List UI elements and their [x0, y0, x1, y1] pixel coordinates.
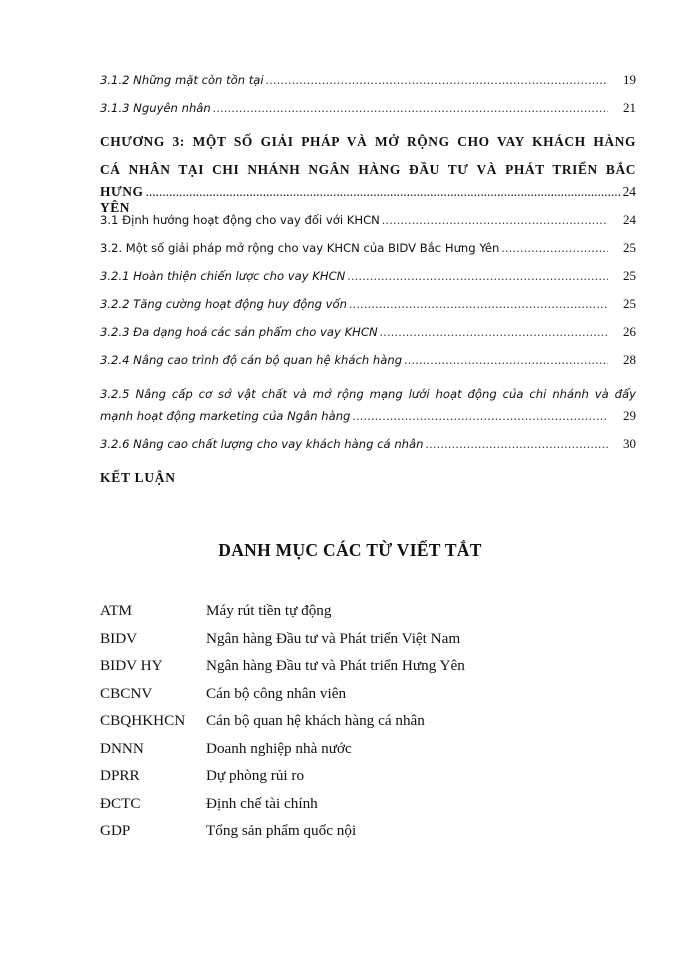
abbreviation: GDP [100, 822, 131, 839]
toc-entry-3-1-2[interactable] [100, 72, 636, 100]
toc-leader-dots [425, 436, 608, 452]
chapter-title-line-3: HƯNG YÊN [100, 184, 144, 215]
toc-leader-dots [501, 240, 608, 256]
toc-entry-title-line-1: 3.2.5 Nâng cấp cơ sở vật chất và mở rộng mạng lưới hoạt động của chi nhánh và đẩy [100, 387, 636, 401]
abbreviation-meaning: Cán bộ công nhân viên [206, 684, 347, 702]
abbreviation-row [100, 630, 620, 658]
abbreviation: ĐCTC [100, 794, 141, 812]
abbreviation-row [100, 740, 620, 768]
toc-page-number: 25 [623, 268, 636, 283]
abbreviations-list [100, 602, 620, 850]
abbreviation-row [100, 657, 620, 685]
abbreviation-meaning: Tổng sản phẩm quốc nội [206, 822, 357, 839]
toc-page-number: 25 [623, 296, 636, 311]
abbreviation: CBCNV [100, 684, 153, 702]
abbreviation: ATM [100, 602, 133, 619]
toc-leader-dots [266, 72, 608, 88]
abbreviation: BIDV [100, 629, 138, 647]
abbreviation-meaning: Ngân hàng Đầu tư và Phát triển Việt Nam [206, 629, 461, 647]
abbreviation-row [100, 767, 620, 795]
toc-entry-3-2-6[interactable] [100, 436, 636, 464]
toc-entry-title: 3.2.6 Nâng cao chất lượng cho vay khách hàng cá nhân [100, 437, 424, 451]
abbreviation-row [100, 685, 620, 713]
toc-page-number: 19 [623, 72, 636, 87]
toc-page-number: 21 [623, 100, 636, 115]
toc-entry-3-2[interactable] [100, 240, 636, 268]
toc-leader-dots [213, 100, 608, 116]
abbreviation-meaning: Định chế tài chính [206, 794, 318, 812]
abbreviations-title: DANH MỤC CÁC TỪ VIẾT TẮT [218, 540, 482, 560]
toc-leader-dots [349, 296, 608, 312]
toc-chapter-3[interactable] [100, 128, 636, 184]
toc-entry-title: 3.1 Định hướng hoạt động cho vay đối với KHCN [100, 213, 380, 227]
toc-leader-dots [146, 184, 621, 200]
abbreviation-meaning: Ngân hàng Đầu tư và Phát triển Hưng Yên [206, 657, 465, 674]
toc-entry-3-2-4[interactable] [100, 352, 636, 380]
toc-leader-dots [404, 352, 608, 368]
abbreviation: DPRR [100, 767, 140, 784]
abbreviation-meaning: Máy rút tiền tự động [206, 602, 332, 619]
abbreviation: CBQHKHCN [100, 712, 186, 729]
toc-entry-title-line-2: mạnh hoạt động marketing của Ngân hàng [100, 409, 351, 423]
toc-entry-title: 3.2.3 Đa dạng hoá các sản phẩm cho vay KHCN [100, 325, 378, 339]
toc-entry-title: 3.1.2 Những mặt còn tồn tại [100, 73, 264, 87]
abbreviation-row [100, 602, 620, 630]
toc-entry-title: 3.2.4 Nâng cao trình độ cán bộ quan hệ khách hàng [100, 353, 403, 367]
toc-page-number: 26 [623, 324, 636, 339]
toc-entry-title: 3.1.3 Nguyên nhân [100, 101, 211, 115]
toc-leader-dots [347, 268, 608, 284]
toc-entry-3-2-2[interactable] [100, 296, 636, 324]
toc-entry-3-1-3[interactable] [100, 100, 636, 128]
toc-entry-title: 3.2.1 Hoàn thiện chiến lược cho vay KHCN [100, 269, 346, 283]
toc-leader-dots [382, 212, 608, 228]
toc-chapter-3-last-line[interactable] [100, 184, 636, 215]
toc-page-number: 28 [623, 352, 636, 367]
toc-conclusion[interactable]: KẾT LUẬN [100, 470, 176, 485]
table-of-contents [100, 72, 636, 492]
toc-page-number: 25 [623, 240, 636, 255]
toc-page-number: 24 [622, 184, 636, 199]
abbreviation-meaning: Dự phòng rủi ro [206, 767, 305, 784]
toc-entry-title: 3.2.2 Tăng cường hoạt động huy động vốn [100, 297, 347, 311]
abbreviation: BIDV HY [100, 657, 163, 674]
toc-entry-title: 3.2. Một số giải pháp mở rộng cho vay KHCN của BIDV Bắc Hưng Yên [100, 241, 500, 255]
chapter-title-line-2: CÁ NHÂN TẠI CHI NHÁNH NGÂN HÀNG ĐẦU TƯ VÀ PHÁT TRIỂN BẮC [100, 162, 636, 177]
toc-entry-3-2-5[interactable] [100, 380, 636, 436]
toc-entry-3-1[interactable] [100, 212, 636, 240]
chapter-title-line-1: CHƯƠNG 3: MỘT SỐ GIẢI PHÁP VÀ MỞ RỘNG CHO VAY KHÁCH HÀNG [100, 134, 636, 149]
toc-entry-3-2-1[interactable] [100, 268, 636, 296]
abbreviation-row [100, 712, 620, 740]
toc-page-number: 30 [623, 436, 636, 451]
abbreviation-row [100, 822, 620, 850]
abbreviation-row [100, 795, 620, 823]
toc-leader-dots [380, 324, 608, 340]
toc-leader-dots [352, 408, 608, 424]
abbreviation-meaning: Cán bộ quan hệ khách hàng cá nhân [206, 712, 425, 729]
abbreviation-meaning: Doanh nghiệp nhà nước [206, 739, 352, 757]
toc-entry-3-2-3[interactable] [100, 324, 636, 352]
toc-page-number: 29 [623, 408, 636, 423]
abbreviation: DNNN [100, 739, 144, 757]
toc-page-number: 24 [623, 212, 636, 227]
